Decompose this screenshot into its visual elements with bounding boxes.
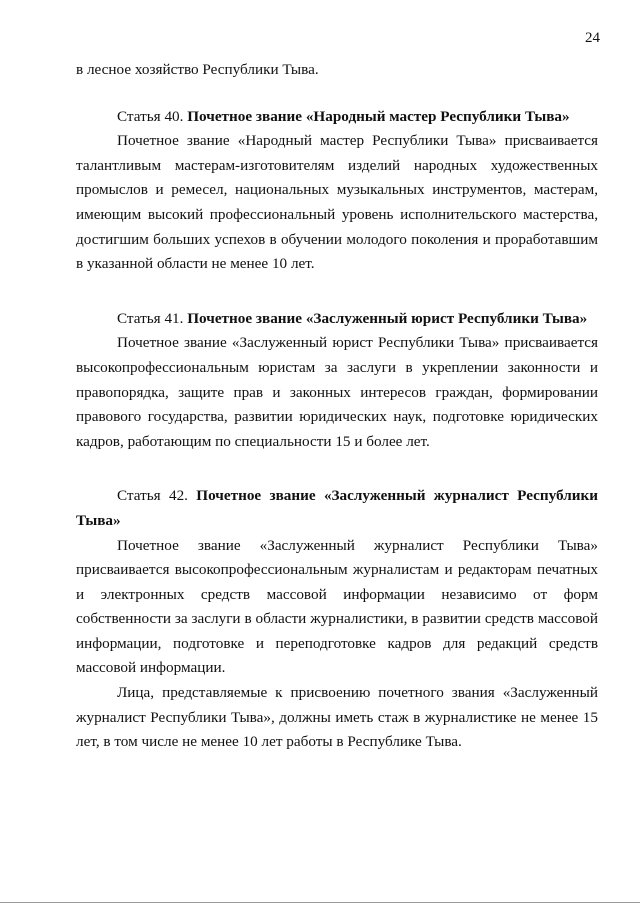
article-40-heading xyxy=(76,105,598,130)
intro-line: в лесное хозяйство Республики Тыва. xyxy=(76,61,319,78)
page-number: 24 xyxy=(585,30,600,46)
spacer xyxy=(76,454,598,484)
document-body xyxy=(76,58,598,755)
article-41-heading xyxy=(76,307,598,332)
article-41-paragraph-1: Почетное звание «Заслуженный юрист Республики Тыва» присваивается высокопрофессиональным юристам за заслуги в укреплении законности и правопорядка, защите прав и законных интересов граждан, формировании правового государства, развитии юридических наук, подготовке юридических кадров, работающим по специальности 15 и более лет. xyxy=(76,334,598,450)
article-42-paragraph-2: Лица, представляемые к присвоению почетного звания «Заслуженный журналист Республики Тыва», должны иметь стаж в журналистике не менее 15 лет, в том числе не менее 10 лет работы в Республике Тыва. xyxy=(76,684,598,751)
article-42-paragraph-1: Почетное звание «Заслуженный журналист Республики Тыва» присваивается высокопрофессиональным журналистам и редакторам печатных и электронных средств массовой информации независимо от форм собственности за заслуги в области журналистики, в развитии средств массовой информации, подготовке и переподготовке кадров для редакций средств массовой информации. xyxy=(76,536,598,677)
article-40-title: Почетное звание «Народный мастер Республики Тыва» xyxy=(187,107,570,125)
spacer xyxy=(76,277,598,307)
article-42-prefix: Статья 42. xyxy=(117,487,188,505)
article-41-title: Почетное звание «Заслуженный юрист Республики Тыва» xyxy=(187,309,588,327)
article-42-title: Почетное звание «Заслуженный журналист Республики Тыва» xyxy=(76,487,598,529)
article-40-paragraph-1: Почетное звание «Народный мастер Республики Тыва» присваивается талантливым мастерам-изготовителям изделий народных художественных промыслов и ремесел, национальных музыкальных инструментов, мастерам, имеющим высокий профессиональный уровень исполнительского мастерства, достигшим больших успехов в обучении молодого поколения и проработавшим в указанной области не менее 10 лет. xyxy=(76,132,598,273)
page-bottom-edge xyxy=(0,902,640,903)
article-41-prefix: Статья 41. xyxy=(117,309,184,327)
spacer xyxy=(76,83,598,105)
article-42-heading xyxy=(76,484,598,533)
article-40-prefix: Статья 40. xyxy=(117,107,184,125)
